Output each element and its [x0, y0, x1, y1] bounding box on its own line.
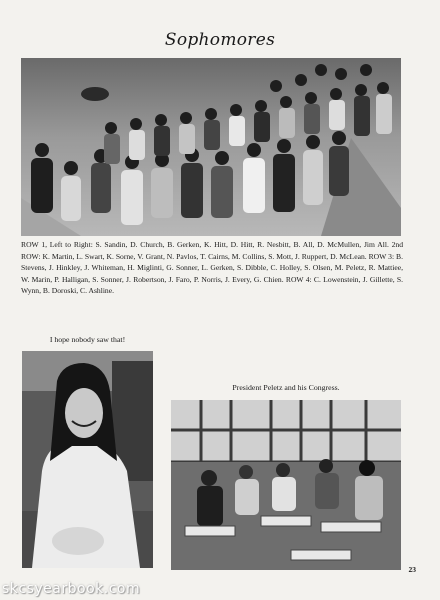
candid-photo-student-congress: [171, 400, 401, 570]
site-watermark: skcsyearbook.com: [2, 581, 141, 597]
page-title: Sophomores: [164, 30, 276, 50]
group-class-photo: [21, 58, 401, 236]
candid-left-caption: I hope nobody saw that!: [49, 335, 126, 344]
group-photo-caption: ROW 1, Left to Right: S. Sandin, D. Church, B. Gerken, K. Hitt, D. Hitt, R. Nesbitt, B. All, D. McMullen, Jim All. 2nd ROW: K. Martin, L. Swart, K. Sorne, V. Grant, N. Pavlos, T. Cairns, M. Collins, S. Mott, J. Ruppert, D. McLean. ROW 3: B. Stevens, J. Hinkley, J. Whiteman, H. Miglinti, G. Sonner, L. Gerken, S. Dibble, C. Holley, S. Olsen, M. Peletz, R. Mattiee, W. Marin, P. Halligan, S. Sonner, J. Robertson, J. Faro, P. Norris, J. Every, G. Chien. ROW 4: C. Lowenstein, J. Gillette, S. Wynn, B. Doroski, C. Ashline.: [21, 240, 403, 296]
candid-photo-laughing-student: [22, 351, 153, 568]
candid-right-caption: President Peletz and his Congress.: [232, 383, 340, 392]
page-number: 23: [408, 565, 416, 574]
